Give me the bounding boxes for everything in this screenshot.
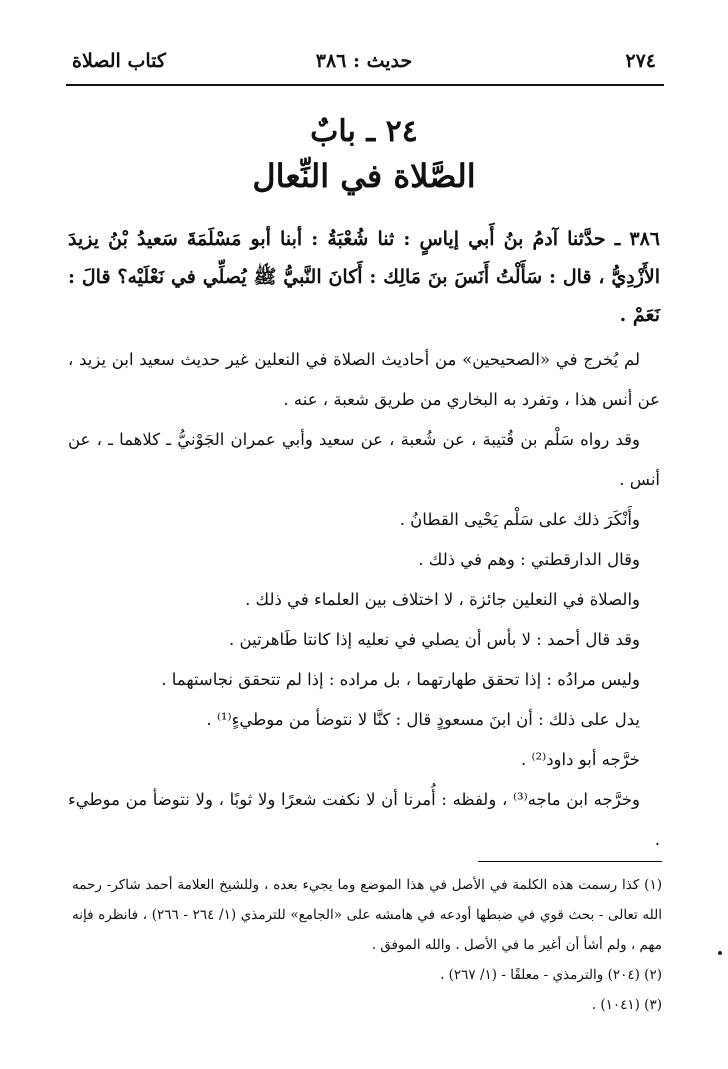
hadith-reference: حديث : ٣٨٦: [315, 50, 413, 72]
paragraph: وقد قال أحمد : لا بأس أن يصلي في نعليه إذا كانتا طَاهرتين .: [229, 630, 640, 649]
paragraph: يدل على ذلك : أن ابنَ مسعودٍ قال : كنَّا لا نتوضأ من موطيءٍ⁽¹⁾ .: [206, 710, 640, 729]
page-number: ٢٧٤: [625, 50, 656, 72]
book-title: كتاب الصلاة: [72, 50, 166, 72]
main-text: [68, 220, 660, 860]
paragraph: وقد رواه سَلْم بن قُتيبة ، عن شُعبة ، عن سعيد وأبي عمران الجَوْنيُّ ـ كلاهما ـ ، عن أنس .: [68, 430, 660, 489]
margin-mark: [718, 951, 722, 955]
hadith-text: ٣٨٦ ـ حدَّثنا آدمُ بنُ أَبي إياسٍ : ثنا شُعْبَةُ : أبنا أبو مَسْلَمَةَ سَعيدُ بْنُ يزيدَ الأَزْدِيُّ ، قال : سَأَلْتُ أَنَسَ بنَ مَالِك : أَكانَ النَّبيُّ ﷺ يُصلِّي في نَعْلَيْه؟ قالَ : نَعَمْ .: [68, 228, 660, 326]
footnote-divider: [478, 861, 662, 862]
chapter-title: الصَّلاة في النِّعال: [252, 157, 476, 195]
paragraph: والصلاة في النعلين جائزة ، لا اختلاف بين العلماء في ذلك .: [245, 590, 640, 609]
paragraph: وليس مرادُه : إذا تحقق طهارتهما ، بل مراده : إذا لم تتحقق نجاستهما .: [161, 670, 640, 689]
paragraph: خرَّجه أبو داود⁽²⁾ .: [520, 750, 640, 769]
footnote: (٣) (١٠٤١) .: [591, 997, 662, 1013]
footnote: (٢) (٢٠٤) والترمذي - معلقًا - (١/ ٢٦٧) .: [440, 967, 662, 983]
paragraph: وخرَّجه ابن ماجه⁽³⁾ ، ولفظه : أُمرنا أن لا نكفت شعرًا ولا ثوبًا ، ولا نتوضأ من موطيء .: [68, 790, 660, 849]
footnotes: [72, 870, 662, 1020]
footnote: (١) كذا رسمت هذه الكلمة في الأصل في هذا الموضع وما يجيء بعده ، وللشيخ العلامة أحمد شاكر- رحمه الله تعالى - بحث قوي في ضبطها أودعه في هامشه على «الجامع» للترمذي (١/ ٢٦٤ - ٢٦٦) ، فانظره فإنه مهم ، ولم أشأ أن أغير ما في الأصل . والله الموفق .: [72, 877, 662, 953]
header-divider: [66, 84, 664, 86]
paragraph: لم يُخرج في «الصحيحين» من أحاديث الصلاة في النعلين غير حديث سعيد ابن يزيد ، عن أنس هذا ، وتفرد به البخاري من طريق شعبة ، عنه .: [68, 350, 660, 409]
paragraph: وأَنْكَرَ ذلك على سَلْم يَحْيى القطانُ .: [399, 510, 640, 529]
running-header: [72, 44, 656, 78]
chapter-number: ٢٤ ـ بابٌ: [310, 114, 418, 149]
paragraph: وقال الدارقطني : وهم في ذلك .: [418, 550, 640, 569]
